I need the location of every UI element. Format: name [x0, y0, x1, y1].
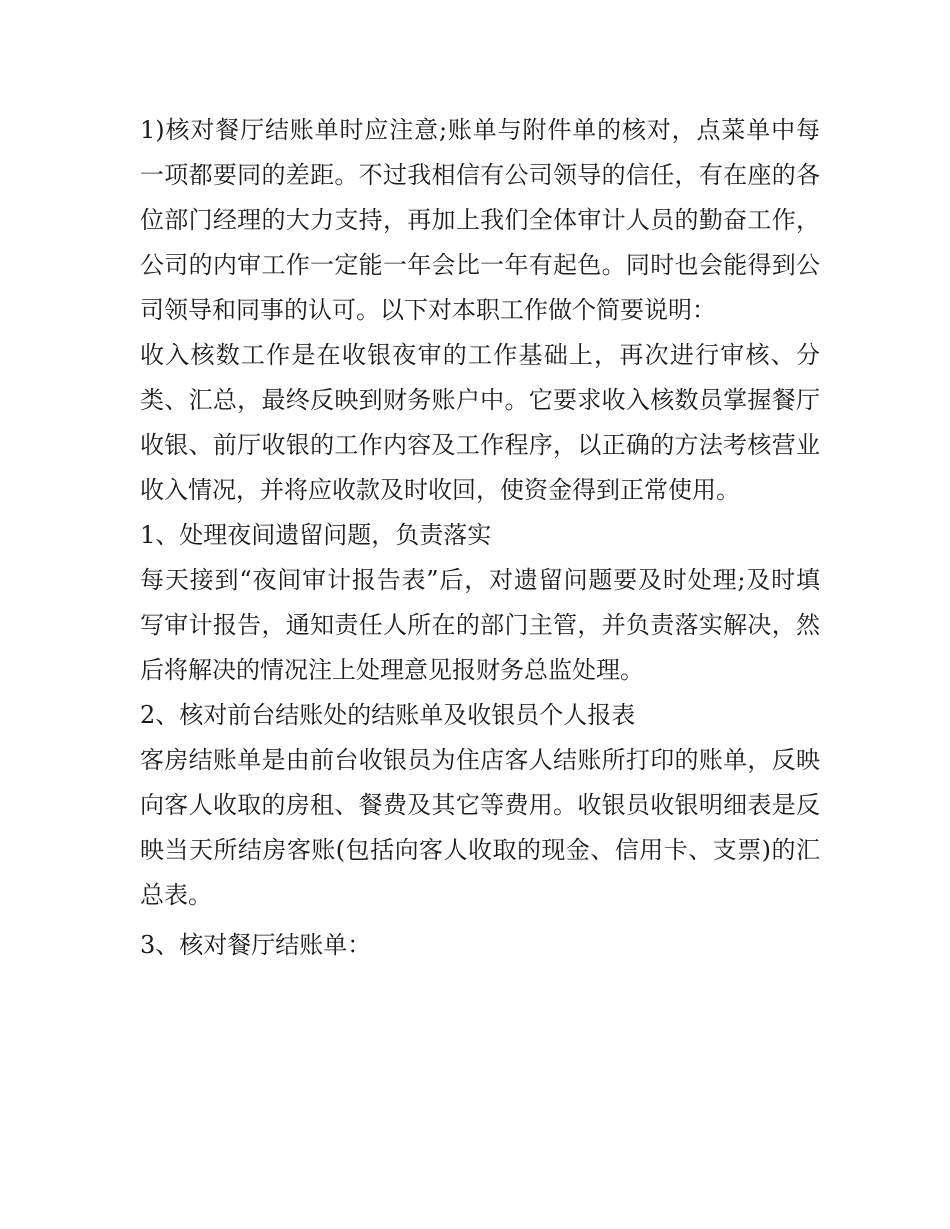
heading-item-3: 3、核对餐厅结账单： [140, 931, 372, 959]
paragraph-item-1: 每天接到“夜间审计报告表”后，对遗留问题要及时处理;及时填写审计报告，通知责任人所在的部门主管，并负责落实解决，然后将解决的情况注上处理意见报财务总监处理。 [140, 566, 820, 684]
paragraph-intro: 1)核对餐厅结账单时应注意;账单与附件单的核对，点菜单中每一项都要同的差距。不过我相信有公司领导的信任，有在座的各位部门经理的大力支持，再加上我们全体审计人员的勤奋工作，公司的内审工作一定能一年会比一年有起色。同时也会能得到公司领导和同事的认可。以下对本职工作做个简要说明： [140, 116, 820, 324]
document-body [140, 108, 820, 968]
heading-item-2: 2、核对前台结账处的结账单及收银员个人报表 [140, 701, 636, 729]
heading-item-1: 1、处理夜间遗留问题，负责落实 [140, 521, 492, 549]
paragraph-item-2: 客房结账单是由前台收银员为住店客人结账所打印的账单，反映向客人收取的房租、餐费及其它等费用。收银员收银明细表是反映当天所结房客账(包括向客人收取的现金、信用卡、支票)的汇总表。 [140, 746, 820, 909]
paragraph-income-audit: 收入核数工作是在收银夜审的工作基础上，再次进行审核、分类、汇总，最终反映到财务账户中。它要求收入核数员掌握餐厅收银、前厅收银的工作内容及工作程序，以正确的方法考核营业收入情况，并将应收款及时收回，使资金得到正常使用。 [140, 341, 820, 504]
